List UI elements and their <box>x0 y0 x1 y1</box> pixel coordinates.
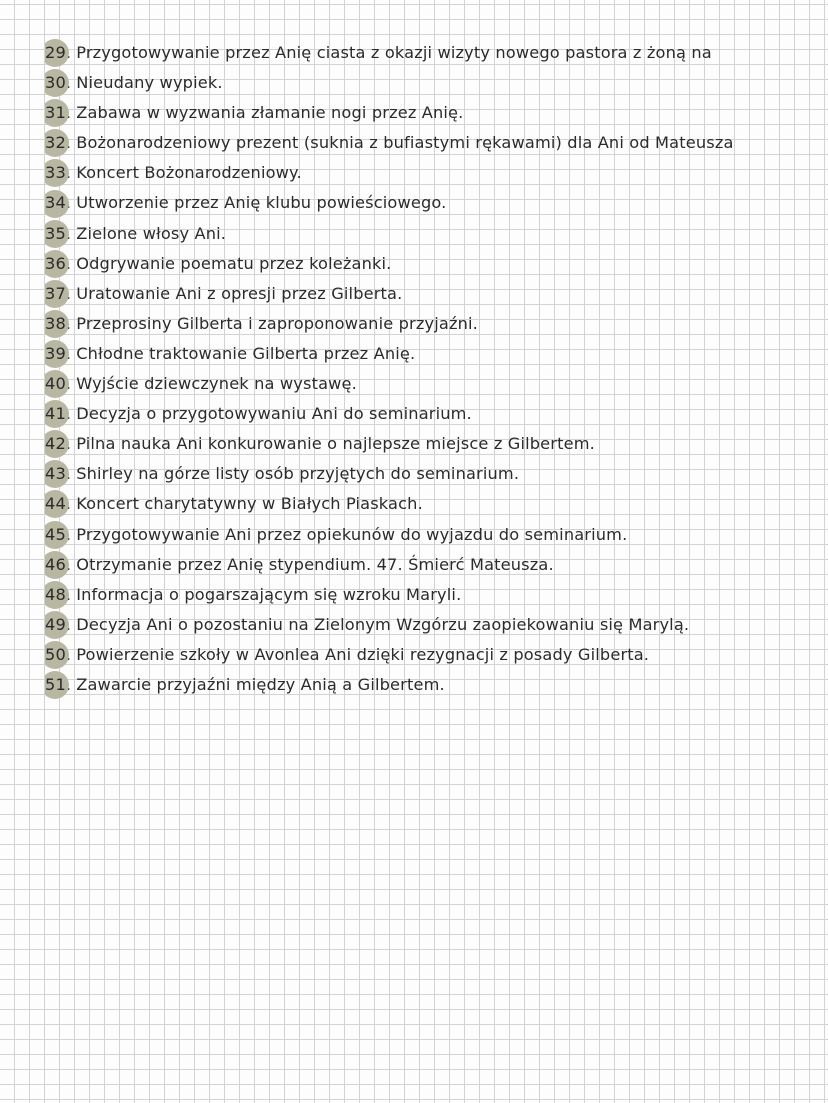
item-number: 33 <box>45 158 66 188</box>
item-text: Decyzja Ani o pozostaniu na Zielonym Wzgórzu zaopiekowaniu się Marylą. <box>76 614 690 634</box>
list-item: 40 . Wyjście dziewczynek na wystawę. <box>45 369 828 399</box>
list-item: 50 . Powierzenie szkoły w Avonlea Ani dzięki rezygnacji z posady Gilberta. <box>45 640 828 670</box>
item-text: Pilna nauka Ani konkurowanie o najlepsze miejsce z Gilbertem. <box>76 434 595 454</box>
item-text: Nieudany wypiek. <box>76 73 223 93</box>
item-text: Koncert Bożonarodzeniowy. <box>76 163 302 183</box>
list-item: 34 . Utworzenie przez Anię klubu powieściowego. <box>45 188 828 218</box>
item-number: 31 <box>45 98 66 128</box>
item-text: Decyzja o przygotowywaniu Ani do seminarium. <box>76 404 472 424</box>
list-item: 43 . Shirley na górze listy osób przyjętych do seminarium. <box>45 459 828 489</box>
list-item: 42 . Pilna nauka Ani konkurowanie o najlepsze miejsce z Gilbertem. <box>45 429 828 459</box>
item-number: 43 <box>45 459 66 489</box>
item-number: 46 <box>45 550 66 580</box>
item-text: Bożonarodzeniowy prezent (suknia z bufiastymi rękawami) dla Ani od Mateusza <box>76 133 734 153</box>
item-text: Wyjście dziewczynek na wystawę. <box>76 374 357 394</box>
item-number: 39 <box>45 339 66 369</box>
list-item: 37 . Uratowanie Ani z opresji przez Gilberta. <box>45 279 828 309</box>
item-text: Przeprosiny Gilberta i zaproponowanie przyjaźni. <box>76 313 478 333</box>
item-text: Utworzenie przez Anię klubu powieściowego. <box>76 193 447 213</box>
list-item: 29 . Przygotowywanie przez Anię ciasta z okazji wizyty nowego pastora z żoną na <box>45 38 828 68</box>
list-item: 38 . Przeprosiny Gilberta i zaproponowanie przyjaźni. <box>45 309 828 339</box>
item-text: Zabawa w wyzwania złamanie nogi przez Anię. <box>76 103 464 123</box>
item-number: 35 <box>45 219 66 249</box>
item-number: 34 <box>45 188 66 218</box>
list-item: 46 . Otrzymanie przez Anię stypendium. 47. Śmierć Mateusza. <box>45 550 828 580</box>
list-item: 32 . Bożonarodzeniowy prezent (suknia z bufiastymi rękawami) dla Ani od Mateusza <box>45 128 828 158</box>
list-item: 30 . Nieudany wypiek. <box>45 68 828 98</box>
item-number: 32 <box>45 128 66 158</box>
item-text: Otrzymanie przez Anię stypendium. 47. Śmierć Mateusza. <box>76 554 554 574</box>
item-text: Zawarcie przyjaźni między Anią a Gilbertem. <box>76 674 445 694</box>
list-item: 51 . Zawarcie przyjaźni między Anią a Gilbertem. <box>45 670 828 700</box>
item-number: 37 <box>45 279 66 309</box>
item-number: 38 <box>45 309 66 339</box>
item-number: 30 <box>45 68 66 98</box>
item-number: 45 <box>45 520 66 550</box>
item-text: Przygotowywanie Ani przez opiekunów do wyjazdu do seminarium. <box>76 524 628 544</box>
item-text: Zielone włosy Ani. <box>76 223 227 243</box>
item-number: 36 <box>45 249 66 279</box>
item-number: 51 <box>45 670 66 700</box>
item-number: 48 <box>45 580 66 610</box>
item-number: 40 <box>45 369 66 399</box>
item-text: Odgrywanie poematu przez koleżanki. <box>76 253 392 273</box>
list-item: 49 . Decyzja Ani o pozostaniu na Zielonym Wzgórzu zaopiekowaniu się Marylą. <box>45 610 828 640</box>
list-item: 39 . Chłodne traktowanie Gilberta przez Anię. <box>45 339 828 369</box>
item-number: 49 <box>45 610 66 640</box>
list-item: 36 . Odgrywanie poematu przez koleżanki. <box>45 249 828 279</box>
list-item: 31 . Zabawa w wyzwania złamanie nogi przez Anię. <box>45 98 828 128</box>
list-item: 48 . Informacja o pogarszającym się wzroku Maryli. <box>45 580 828 610</box>
item-text: Chłodne traktowanie Gilberta przez Anię. <box>76 343 416 363</box>
item-number: 44 <box>45 489 66 519</box>
item-text: Shirley na górze listy osób przyjętych do seminarium. <box>76 464 520 484</box>
list-item: 41 . Decyzja o przygotowywaniu Ani do seminarium. <box>45 399 828 429</box>
list-item: 44 . Koncert charytatywny w Białych Piaskach. <box>45 489 828 519</box>
item-text: Przygotowywanie przez Anię ciasta z okazji wizyty nowego pastora z żoną na <box>76 43 712 62</box>
item-text: Uratowanie Ani z opresji przez Gilberta. <box>76 283 403 303</box>
item-text: Powierzenie szkoły w Avonlea Ani dzięki rezygnacji z posady Gilberta. <box>76 644 650 664</box>
event-list <box>45 38 828 700</box>
item-number: 41 <box>45 399 66 429</box>
item-text: Informacja o pogarszającym się wzroku Maryli. <box>76 584 462 604</box>
list-item: 35 . Zielone włosy Ani. <box>45 219 828 249</box>
item-number: 50 <box>45 640 66 670</box>
list-item: 45 . Przygotowywanie Ani przez opiekunów do wyjazdu do seminarium. <box>45 520 828 550</box>
item-text: Koncert charytatywny w Białych Piaskach. <box>76 494 423 514</box>
item-number: 29 <box>45 38 66 68</box>
list-item: 33 . Koncert Bożonarodzeniowy. <box>45 158 828 188</box>
item-number: 42 <box>45 429 66 459</box>
